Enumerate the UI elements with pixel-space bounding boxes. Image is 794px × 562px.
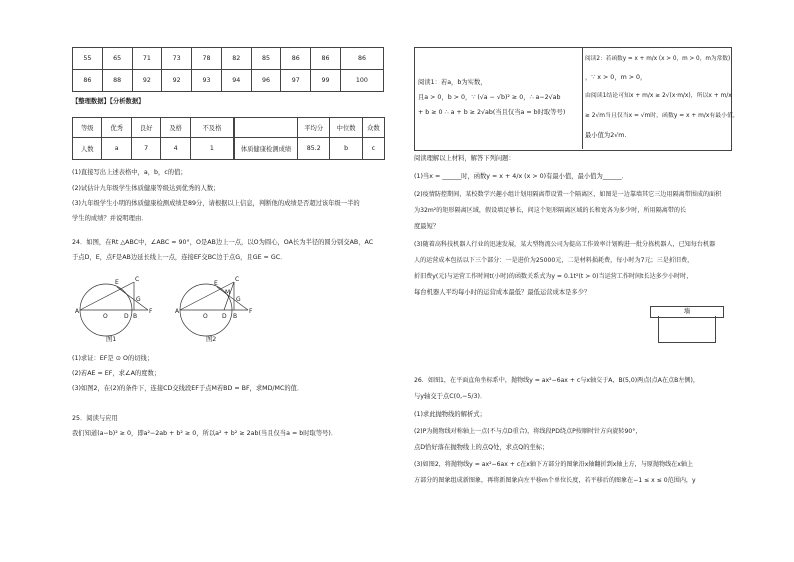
table-row xyxy=(235,138,385,160)
reading-1-text: 且a > 0，b > 0，∵ (√a − √b)² ≥ 0，∴ a−2√ab xyxy=(418,94,561,101)
figure-2-diagram xyxy=(172,272,262,344)
question-26-sub: 方部分的图象组成新图象，再将新图象向左平移m个单位长度，若平移后的图象在−1 ≤ x ≤ 0范围内，y xyxy=(414,477,696,484)
svg-text:B: B xyxy=(133,313,138,320)
score-table xyxy=(72,47,384,92)
question-26-text: 与y轴交于点C(0,−5/3)． xyxy=(414,393,487,400)
question-24-sub: (1)求证：EF是 ⊙ O的切线； xyxy=(72,355,154,362)
table-cell: a xyxy=(102,138,131,160)
figure-2-caption: 图2 xyxy=(206,336,217,343)
table-cell: 85.2 xyxy=(298,138,330,160)
table-cell: 86 xyxy=(281,48,311,70)
table-header: 众数 xyxy=(362,118,384,138)
grade-table xyxy=(72,117,234,160)
question-text: (2)试估计九年级学生体质健康等级达到优秀的人数； xyxy=(72,185,220,192)
svg-text:M: M xyxy=(225,289,231,296)
question-24-text: 24．如图，在Rt △ABC中，∠ABC = 90°，O是AB边上一点，以O为圆心，OA长为半径的圆分别交AB，AC xyxy=(72,239,374,246)
question-26-sub: (2)P为抛物线对称轴上一点(不与点D重合)，将线段PD绕点P按顺时针方向旋转90°， xyxy=(414,428,642,435)
svg-text:A: A xyxy=(75,308,80,315)
reading-2-text: ，∵ x > 0，m > 0， xyxy=(585,74,647,81)
question-25-title: 25．阅读与应用 xyxy=(72,415,118,422)
reading-2-text: 由阅读1结论可知x + m/x ≥ 2√(x·m/x)，所以x + m/x xyxy=(585,93,732,99)
table-header: 等级 xyxy=(73,118,102,138)
question-26-sub: (3)如图2，将抛物线y = ax²−6ax + c在x轴下方部分的图象沿x轴翻折到x轴上方，与原抛物线在x轴上 xyxy=(414,461,694,468)
table-row xyxy=(235,118,385,138)
table-cell: 71 xyxy=(132,48,162,70)
question-text: (2)疫情防控期间，某校数学兴趣小组计划用隔离带设置一个隔离区，如图是一边靠墙其它三边用隔离带围成的面积 xyxy=(414,191,722,198)
instructions-text: 阅读理解以上材料，解答下列问题： xyxy=(414,155,515,162)
table-cell: 4 xyxy=(161,138,190,160)
wall-label: 墙 xyxy=(683,308,691,315)
table-header: 及格 xyxy=(161,118,190,138)
table-cell: 93 xyxy=(192,70,222,92)
question-text: (1)当x = ______时，函数y = x + 4/x (x > 0)有最小值，最小值为______． xyxy=(414,173,628,180)
table-header: 中位数 xyxy=(330,118,362,138)
question-text: 度最短？ xyxy=(414,223,440,230)
svg-text:G: G xyxy=(236,296,241,303)
table-cell: 100 xyxy=(340,70,383,92)
reading-1-text: 阅读1：若a，b为实数， xyxy=(418,79,487,86)
table-cell: 1 xyxy=(190,138,233,160)
svg-text:F: F xyxy=(149,308,153,315)
question-text: 学生的成绩？并说明理由． xyxy=(72,215,148,222)
table-row xyxy=(73,118,234,138)
table-row xyxy=(73,48,384,70)
question-26-sub: (1)求此抛物线的解析式； xyxy=(414,411,486,418)
svg-text:F: F xyxy=(249,308,253,315)
table-cell: 92 xyxy=(132,70,162,92)
table-cell: 78 xyxy=(192,48,222,70)
table-cell: 82 xyxy=(221,48,251,70)
table-cell: 94 xyxy=(221,70,251,92)
section-heading: 【整理数据】【分析数据】 xyxy=(72,98,145,105)
reading-2-text: 最小值为2√m. xyxy=(585,132,627,139)
question-24-text: 于点D，E，点F是AB边延长线上一点，连接EF交BC边于点G，且GE = GC． xyxy=(72,254,287,261)
table-cell: 86 xyxy=(311,48,341,70)
question-text: 折旧费y(元)与运营工作时间t(小时)的函数关系式为y = 0.1t²(t > 0)当运营工作时间t长达多少小时时， xyxy=(414,273,693,280)
svg-text:C: C xyxy=(235,276,240,283)
question-26-sub: 点D恰好落在抛物线上的点Q处，求点Q的坐标； xyxy=(414,444,549,451)
table-header xyxy=(235,118,298,138)
svg-text:D: D xyxy=(124,313,129,320)
reading-2-text: ≥ 2√m当且仅当x = √m时，函数y = x + m/x有最小值， xyxy=(585,113,739,119)
isolation-area-rect xyxy=(658,316,716,343)
svg-text:A: A xyxy=(175,308,180,315)
table-cell: 7 xyxy=(131,138,160,160)
svg-text:E: E xyxy=(214,280,218,287)
table-cell: 人数 xyxy=(73,138,102,160)
figure-1-caption: 图1 xyxy=(106,336,117,343)
question-text: 每台机器人平均每小时的运营成本最低？最低运营成本是多少？ xyxy=(414,289,591,296)
svg-text:E: E xyxy=(115,279,119,286)
svg-text:D: D xyxy=(222,313,227,320)
table-header: 良好 xyxy=(131,118,160,138)
question-text: 为32m²的矩形隔离区域，假设墙足够长，问这个矩形隔离区域的长和宽各为多少时，所用隔离带的长 xyxy=(414,207,687,214)
table-cell: 92 xyxy=(162,70,192,92)
question-text: 人的运营成本包括以下三个部分：一是进价为25000元，二是材料损耗费，每小时为7元；三是折旧费， xyxy=(414,257,694,264)
question-text: (3)随着高科技机器人行业的迅速发展，某大型物流公司为提高工作效率计划购进一批分拣机器人，已知每台机器 xyxy=(414,241,716,248)
reading-2-text: 阅读2：若函数y = x + m/x (x > 0，m > 0，m为常数) xyxy=(585,56,731,62)
svg-text:G: G xyxy=(136,296,141,303)
table-cell: c xyxy=(362,138,384,160)
question-24-sub: (2)若AE = EF，求∠A的度数； xyxy=(72,370,161,377)
table-row xyxy=(73,138,234,160)
table-cell: 99 xyxy=(311,70,341,92)
table-cell: 86 xyxy=(340,48,383,70)
table-header: 不及格 xyxy=(190,118,233,138)
table-header: 优秀 xyxy=(102,118,131,138)
svg-text:O: O xyxy=(203,313,208,320)
table-cell: 97 xyxy=(281,70,311,92)
table-cell: 86 xyxy=(73,70,103,92)
stats-table xyxy=(234,117,385,160)
question-26-text: 26．如图1，在平面直角坐标系中，抛物线y = ax²−6ax + c与x轴交于A，B(5,0)两点(点A在点B左侧)， xyxy=(414,377,699,384)
svg-text:B: B xyxy=(233,313,238,320)
svg-text:O: O xyxy=(103,313,108,320)
table-cell: 体质健康检测成绩 xyxy=(235,138,298,160)
question-text: (1)直接写出上述表格中，a，b，c的值； xyxy=(72,169,187,176)
table-cell: 88 xyxy=(102,70,132,92)
question-25-text: 我们知道(a−b)² ≥ 0，即a²−2ab + b² ≥ 0，所以a² + b² ≥ 2ab(当且仅当a = b时取等号)． xyxy=(72,430,338,437)
figure-1-diagram xyxy=(72,272,162,344)
table-cell: b xyxy=(330,138,362,160)
table-cell: 73 xyxy=(162,48,192,70)
table-header: 平均分 xyxy=(298,118,330,138)
question-text: (3)九年级学生小明的体质健康检测成绩是89分，请根据以上信息，判断他的成绩是否超过该年级一半的 xyxy=(72,200,360,207)
table-cell: 96 xyxy=(251,70,281,92)
svg-text:C: C xyxy=(135,276,140,283)
reading-1-text: + b ≥ 0 ∴ a + b ≥ 2√ab(当且仅当a = b时取等号) xyxy=(418,109,566,116)
table-cell: 55 xyxy=(73,48,103,70)
table-cell: 85 xyxy=(251,48,281,70)
table-cell: 65 xyxy=(102,48,132,70)
table-row xyxy=(73,70,384,92)
reading-divider xyxy=(582,47,583,149)
question-24-sub: (3)如图2，在(2)的条件下，连接CD交线段EF于点M若BD = BF，求MD/MC的值． xyxy=(72,385,304,392)
